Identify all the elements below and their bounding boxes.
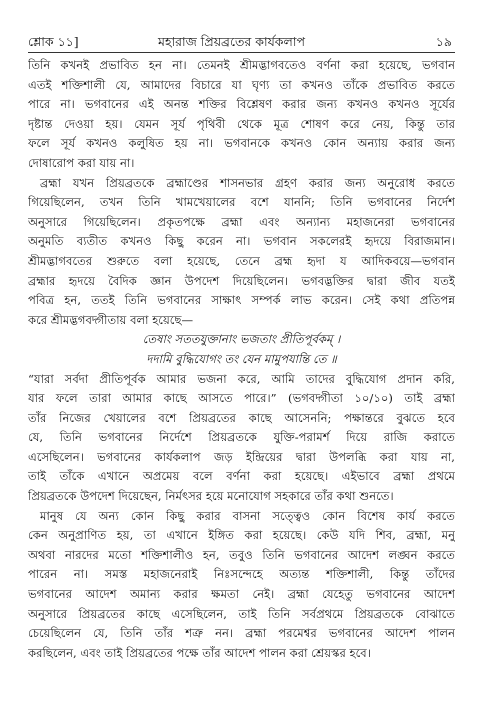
text-line: এসেছিলেন। ভগবানের কার্যকলাপ জড় ইন্দ্রিয়ের দ্বারা উপলব্ধি করা যায় না, — [28, 449, 455, 464]
text-line: ব্রহ্মার হৃদয়ে বৈদিক জ্ঞান উপদেশ দিয়েছিলেন। ভগবদ্ভক্তির দ্বারা জীব যতই — [28, 273, 455, 288]
text-line: অনুসারে গিয়েছিলেন। প্রকৃতপক্ষে ব্রহ্মা এবং অন্যান্য মহাজনেরা ভগবানের — [28, 214, 455, 229]
text-line: গিয়েছিলেন, তখন তিনি খামখেয়ালের বশে যাননি; তিনি ভগবানের নির্দেশ — [28, 195, 455, 210]
text-line: পারেন না। সমস্ত মহাজনেরাই নিঃসন্দেহে অত্যন্ত শক্তিশালী, কিন্তু তাঁদের — [28, 567, 455, 582]
text-line: চেয়েছিলেন যে, তিনি তাঁর শত্রু নন। ব্রহ্মা পরমেশ্বর ভগবানের আদেশ পালন — [28, 626, 455, 641]
text-line: তাই তাঁকে এখানে অপ্রমেয় বলে বর্ণনা করা হয়েছে। এইভাবে ব্রহ্মা প্রথমে — [28, 469, 455, 484]
text-line: করছিলেন, এবং তাই প্রিয়ব্রতের পক্ষে তাঁর আদেশ পালন করা শ্রেয়স্কর হবে। — [28, 645, 371, 660]
text-line: শ্রীমদ্ভাগবতের শুরুতে বলা হয়েছে, তেনে ব্রহ্ম হৃদা য আদিকবয়ে—ভগবান — [28, 253, 455, 268]
text-line: অনুমতি ব্যতীত কখনও কিছু করেন না। ভগবান সকলেরই হৃদয়ে বিরাজমান। — [28, 234, 455, 249]
text-line: ব্রহ্মা যখন প্রিয়ব্রতকে ব্রহ্মাণ্ডের শাসনভার গ্রহণ করার জন্য অনুরোধ করতে — [40, 175, 455, 190]
text-line: তাঁর নিজের খেয়ালের বশে প্রিয়ব্রতের কাছে আসেননি; পক্ষান্তরে বুঝতে হবে — [28, 410, 455, 425]
text-line: কেন অনুপ্রাণিত হয়, তা এখানে ইঙ্গিত করা হয়েছে। কেউ যদি শিব, ব্রহ্মা, মনু — [28, 528, 455, 543]
gita-verse-line: তেষাং সততযুক্তানাং ভজতাং প্রীতিপূর্বকম্ । — [142, 332, 341, 347]
text-line: দৃষ্টান্ত দেওয়া হয়। যেমন সূর্য পৃথিবী থেকে মূত্র শোষণ করে নেয়, কিন্তু তার — [28, 116, 455, 131]
text-line: তিনি কখনই প্রভাবিত হন না। তেমনই শ্রীমদ্ভাগবতেও বর্ণনা করা হয়েছে, ভগবান — [28, 58, 455, 72]
text-line: অথবা নারদের মতো শক্তিশালীও হন, তবুও তিনি ভগবানের আদেশ লঙ্ঘন করতে — [28, 547, 455, 562]
text-line: যার ফলে তারা আমার কাছে আসতে পারে।” (ভগবদ্গীতা ১০/১০) তাই ব্রহ্মা — [28, 391, 455, 406]
text-line: অনুসারে প্রিয়ব্রতের কাছে এসেছিলেন, তাই তিনি সর্বপ্রথমে প্রিয়ব্রতকে বোঝাতে — [28, 606, 455, 621]
text-line: প্রিয়ব্রতকে উপদেশ দিয়েছেন, নির্মৎসর হয়ে মনোযোগ সহকারে তাঁর কথা শুনতে। — [28, 489, 394, 504]
text-line: “যারা সর্বদা প্রীতিপূর্বক আমার ভজনা করে, আমি তাদের বুদ্ধিযোগ প্রদান করি, — [28, 371, 455, 386]
text-line: মানুষ যে অন্য কোন কিছু করার বাসনা সত্ত্বেও কোন বিশেষ কার্য করতে — [40, 508, 455, 523]
purport-text — [28, 56, 455, 663]
gita-verse-line: দদামি বুদ্ধিযোগং তং যেন মামুপযান্তি তে ॥ — [146, 351, 337, 366]
text-line: ফলে সূর্য কখনও কলুষিত হয় না। ভগবানকে কখনও কোন অন্যায় করার জন্য — [28, 136, 455, 151]
verse-reference: শ্লোক ১১] — [28, 34, 79, 49]
text-line: যে, তিনি ভগবানের নির্দেশে প্রিয়ব্রতকে যুক্তি-পরামর্শ দিয়ে রাজি করাতে — [28, 430, 455, 445]
header-rule — [28, 52, 455, 53]
chapter-title: মহারাজ প্রিয়ব্রতের কার্যকলাপ — [158, 34, 305, 49]
text-line: ভগবানের আদেশ অমান্য করার ক্ষমতা নেই। ব্রহ্মা যেহেতু ভগবানের আদেশ — [28, 587, 455, 602]
page-number: ১৯ — [435, 34, 452, 49]
text-line: করে শ্রীমদ্ভগবদ্গীতায় বলা হয়েছে— — [28, 312, 194, 327]
text-line: পবিত্র হন, ততই তিনি ভগবানের সাক্ষাৎ সম্পর্ক লাভ করেন। সেই কথা প্রতিপন্ন — [28, 293, 455, 308]
text-line: দোষারোপ করা যায় না। — [28, 155, 135, 170]
text-line: এতই শক্তিশালী যে, আমাদের বিচারে যা ঘৃণ্য তা কখনও তাঁকে প্রভাবিত করতে — [28, 77, 455, 92]
text-line: পারে না। ভগবানের এই অনন্ত শক্তির বিশ্লেষণ করার জন্য কখনও কখনও সূর্যের — [28, 97, 455, 112]
